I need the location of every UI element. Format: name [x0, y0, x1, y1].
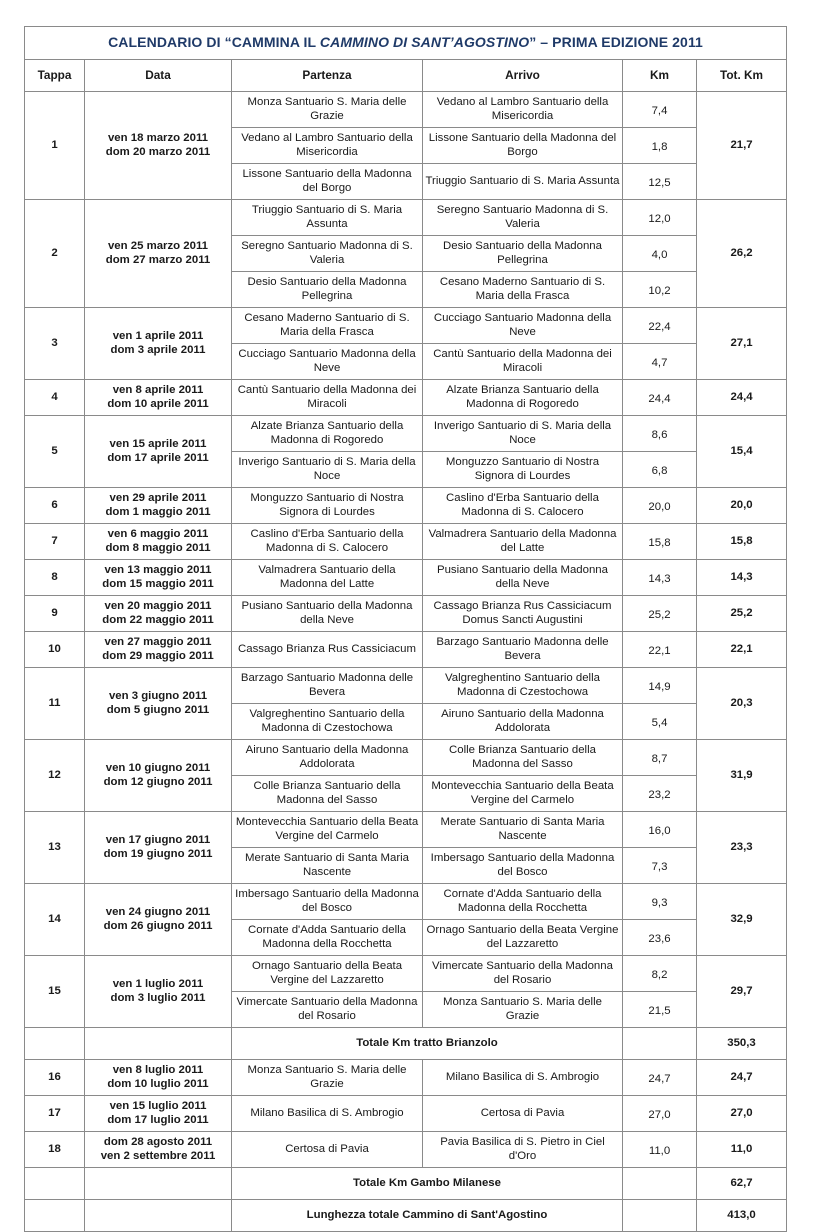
table-row: [25, 308, 787, 344]
stage-date: ven 3 giugno 2011 dom 5 giugno 2011: [85, 668, 232, 740]
segment-to: Vedano al Lambro Santuario della Misericordia: [423, 92, 623, 128]
stage-total-km: 29,7: [697, 956, 787, 1028]
table-row: [25, 956, 787, 992]
stage-total-km: 20,0: [697, 488, 787, 524]
segment-km: 15,8: [623, 524, 697, 560]
stage-number: 5: [25, 416, 85, 488]
summary-km-empty: [623, 1168, 697, 1200]
table-row: [25, 740, 787, 776]
calendar-page: [24, 26, 786, 1232]
segment-to: Cucciago Santuario Madonna della Neve: [423, 308, 623, 344]
segment-km: 10,2: [623, 272, 697, 308]
segment-km: 25,2: [623, 596, 697, 632]
stage-number: 14: [25, 884, 85, 956]
segment-km: 7,4: [623, 92, 697, 128]
summary-total: 350,3: [697, 1028, 787, 1060]
segment-from: Cassago Brianza Rus Cassiciacum: [232, 632, 423, 668]
segment-km: 9,3: [623, 884, 697, 920]
segment-to: Montevecchia Santuario della Beata Vergine del Carmelo: [423, 776, 623, 812]
segment-km: 20,0: [623, 488, 697, 524]
segment-to: Lissone Santuario della Madonna del Borgo: [423, 128, 623, 164]
segment-to: Colle Brianza Santuario della Madonna del Sasso: [423, 740, 623, 776]
stage-date: ven 6 maggio 2011 dom 8 maggio 2011: [85, 524, 232, 560]
segment-km: 1,8: [623, 128, 697, 164]
stage-total-km: 15,8: [697, 524, 787, 560]
summary-km-empty: [623, 1200, 697, 1232]
segment-km: 21,5: [623, 992, 697, 1028]
segment-to: Inverigo Santuario di S. Maria della Noce: [423, 416, 623, 452]
segment-from: Triuggio Santuario di S. Maria Assunta: [232, 200, 423, 236]
table-row: [25, 200, 787, 236]
segment-from: Caslino d'Erba Santuario della Madonna di S. Calocero: [232, 524, 423, 560]
segment-from: Alzate Brianza Santuario della Madonna di Rogoredo: [232, 416, 423, 452]
segment-km: 4,0: [623, 236, 697, 272]
segment-to: Imbersago Santuario della Madonna del Bosco: [423, 848, 623, 884]
header-km: Km: [623, 60, 697, 92]
stage-number: 13: [25, 812, 85, 884]
segment-to: Pavia Basilica di S. Pietro in Ciel d'Oro: [423, 1132, 623, 1168]
stage-date: ven 29 aprile 2011 dom 1 maggio 2011: [85, 488, 232, 524]
segment-to: Seregno Santuario Madonna di S. Valeria: [423, 200, 623, 236]
segment-from: Vedano al Lambro Santuario della Misericordia: [232, 128, 423, 164]
table-row: [25, 524, 787, 560]
stage-total-km: 14,3: [697, 560, 787, 596]
segment-km: 22,4: [623, 308, 697, 344]
stage-number: 9: [25, 596, 85, 632]
summary-row: [25, 1028, 787, 1060]
stage-total-km: 24,4: [697, 380, 787, 416]
segment-to: Cassago Brianza Rus Cassiciacum Domus Sancti Augustini: [423, 596, 623, 632]
stage-total-km: 26,2: [697, 200, 787, 308]
summary-label: Totale Km Gambo Milanese: [232, 1168, 623, 1200]
segment-from: Pusiano Santuario della Madonna della Neve: [232, 596, 423, 632]
stage-number: 12: [25, 740, 85, 812]
segment-from: Inverigo Santuario di S. Maria della Noce: [232, 452, 423, 488]
segment-km: 4,7: [623, 344, 697, 380]
table-row: [25, 560, 787, 596]
segment-to: Valgreghentino Santuario della Madonna di Czestochowa: [423, 668, 623, 704]
segment-from: Seregno Santuario Madonna di S. Valeria: [232, 236, 423, 272]
stage-date: ven 13 maggio 2011 dom 15 maggio 2011: [85, 560, 232, 596]
segment-from: Airuno Santuario della Madonna Addolorata: [232, 740, 423, 776]
stage-number: 10: [25, 632, 85, 668]
calendar-body: [25, 92, 787, 1232]
segment-to: Milano Basilica di S. Ambrogio: [423, 1060, 623, 1096]
stage-number: 16: [25, 1060, 85, 1096]
stage-total-km: 24,7: [697, 1060, 787, 1096]
segment-km: 7,3: [623, 848, 697, 884]
stage-total-km: 22,1: [697, 632, 787, 668]
segment-from: Valmadrera Santuario della Madonna del Latte: [232, 560, 423, 596]
segment-from: Valgreghentino Santuario della Madonna di Czestochowa: [232, 704, 423, 740]
stage-total-km: 31,9: [697, 740, 787, 812]
stage-total-km: 21,7: [697, 92, 787, 200]
segment-from: Cesano Maderno Santuario di S. Maria della Frasca: [232, 308, 423, 344]
table-row: [25, 488, 787, 524]
stage-number: 15: [25, 956, 85, 1028]
stage-number: 18: [25, 1132, 85, 1168]
segment-to: Vimercate Santuario della Madonna del Rosario: [423, 956, 623, 992]
segment-km: 23,2: [623, 776, 697, 812]
table-title: CALENDARIO DI “CAMMINA IL CAMMINO DI SANT’AGOSTINO” – PRIMA EDIZIONE 2011: [25, 27, 787, 60]
segment-to: Airuno Santuario della Madonna Addolorata: [423, 704, 623, 740]
summary-row: [25, 1200, 787, 1232]
segment-to: Cornate d'Adda Santuario della Madonna della Rocchetta: [423, 884, 623, 920]
segment-to: Cesano Maderno Santuario di S. Maria della Frasca: [423, 272, 623, 308]
stage-total-km: 23,3: [697, 812, 787, 884]
segment-from: Cornate d'Adda Santuario della Madonna della Rocchetta: [232, 920, 423, 956]
stage-number: 11: [25, 668, 85, 740]
stage-number: 3: [25, 308, 85, 380]
stage-number: 2: [25, 200, 85, 308]
segment-to: Triuggio Santuario di S. Maria Assunta: [423, 164, 623, 200]
stage-total-km: 20,3: [697, 668, 787, 740]
stage-date: ven 24 giugno 2011 dom 26 giugno 2011: [85, 884, 232, 956]
summary-km-empty: [623, 1028, 697, 1060]
segment-from: Barzago Santuario Madonna delle Bevera: [232, 668, 423, 704]
stage-number: 4: [25, 380, 85, 416]
stage-date: ven 10 giugno 2011 dom 12 giugno 2011: [85, 740, 232, 812]
stage-date: ven 15 luglio 2011 dom 17 luglio 2011: [85, 1096, 232, 1132]
segment-km: 22,1: [623, 632, 697, 668]
stage-date: ven 17 giugno 2011 dom 19 giugno 2011: [85, 812, 232, 884]
stage-number: 6: [25, 488, 85, 524]
stage-date: ven 27 maggio 2011 dom 29 maggio 2011: [85, 632, 232, 668]
table-row: [25, 884, 787, 920]
segment-to: Desio Santuario della Madonna Pellegrina: [423, 236, 623, 272]
header-arrivo: Arrivo: [423, 60, 623, 92]
segment-km: 12,0: [623, 200, 697, 236]
stage-date: ven 1 aprile 2011 dom 3 aprile 2011: [85, 308, 232, 380]
segment-from: Monza Santuario S. Maria delle Grazie: [232, 92, 423, 128]
segment-from: Monza Santuario S. Maria delle Grazie: [232, 1060, 423, 1096]
header-tappa: Tappa: [25, 60, 85, 92]
segment-from: Monguzzo Santuario di Nostra Signora di Lourdes: [232, 488, 423, 524]
stage-total-km: 25,2: [697, 596, 787, 632]
stage-total-km: 32,9: [697, 884, 787, 956]
stage-date: ven 18 marzo 2011 dom 20 marzo 2011: [85, 92, 232, 200]
summary-data-empty: [85, 1168, 232, 1200]
summary-total: 413,0: [697, 1200, 787, 1232]
summary-row: [25, 1168, 787, 1200]
stage-date: ven 1 luglio 2011 dom 3 luglio 2011: [85, 956, 232, 1028]
segment-km: 24,7: [623, 1060, 697, 1096]
stage-number: 8: [25, 560, 85, 596]
summary-tappa-empty: [25, 1168, 85, 1200]
segment-from: Desio Santuario della Madonna Pellegrina: [232, 272, 423, 308]
table-row: [25, 92, 787, 128]
header-data: Data: [85, 60, 232, 92]
segment-km: 8,7: [623, 740, 697, 776]
segment-km: 6,8: [623, 452, 697, 488]
segment-from: Montevecchia Santuario della Beata Vergine del Carmelo: [232, 812, 423, 848]
stage-date: dom 28 agosto 2011 ven 2 settembre 2011: [85, 1132, 232, 1168]
segment-to: Pusiano Santuario della Madonna della Neve: [423, 560, 623, 596]
stage-total-km: 27,1: [697, 308, 787, 380]
segment-from: Cucciago Santuario Madonna della Neve: [232, 344, 423, 380]
segment-to: Alzate Brianza Santuario della Madonna di Rogoredo: [423, 380, 623, 416]
stage-total-km: 11,0: [697, 1132, 787, 1168]
header-tot-km: Tot. Km: [697, 60, 787, 92]
segment-to: Certosa di Pavia: [423, 1096, 623, 1132]
stage-date: ven 25 marzo 2011 dom 27 marzo 2011: [85, 200, 232, 308]
segment-to: Caslino d'Erba Santuario della Madonna di S. Calocero: [423, 488, 623, 524]
segment-km: 14,3: [623, 560, 697, 596]
segment-km: 8,2: [623, 956, 697, 992]
segment-from: Cantù Santuario della Madonna dei Miracoli: [232, 380, 423, 416]
segment-from: Colle Brianza Santuario della Madonna del Sasso: [232, 776, 423, 812]
table-row: [25, 596, 787, 632]
segment-to: Valmadrera Santuario della Madonna del Latte: [423, 524, 623, 560]
stage-date: ven 8 luglio 2011 dom 10 luglio 2011: [85, 1060, 232, 1096]
summary-tappa-empty: [25, 1200, 85, 1232]
segment-from: Ornago Santuario della Beata Vergine del Lazzaretto: [232, 956, 423, 992]
table-row: [25, 1060, 787, 1096]
summary-data-empty: [85, 1200, 232, 1232]
summary-label: Totale Km tratto Brianzolo: [232, 1028, 623, 1060]
segment-km: 11,0: [623, 1132, 697, 1168]
stage-number: 7: [25, 524, 85, 560]
stage-date: ven 15 aprile 2011 dom 17 aprile 2011: [85, 416, 232, 488]
summary-total: 62,7: [697, 1168, 787, 1200]
stage-date: ven 20 maggio 2011 dom 22 maggio 2011: [85, 596, 232, 632]
header-partenza: Partenza: [232, 60, 423, 92]
segment-to: Monguzzo Santuario di Nostra Signora di Lourdes: [423, 452, 623, 488]
calendar-table: [24, 26, 787, 1232]
segment-to: Ornago Santuario della Beata Vergine del Lazzaretto: [423, 920, 623, 956]
segment-to: Monza Santuario S. Maria delle Grazie: [423, 992, 623, 1028]
segment-km: 12,5: [623, 164, 697, 200]
table-row: [25, 416, 787, 452]
segment-from: Merate Santuario di Santa Maria Nascente: [232, 848, 423, 884]
segment-to: Merate Santuario di Santa Maria Nascente: [423, 812, 623, 848]
stage-number: 17: [25, 1096, 85, 1132]
stage-number: 1: [25, 92, 85, 200]
summary-tappa-empty: [25, 1028, 85, 1060]
segment-km: 24,4: [623, 380, 697, 416]
segment-from: Milano Basilica di S. Ambrogio: [232, 1096, 423, 1132]
summary-label: Lunghezza totale Cammino di Sant'Agostino: [232, 1200, 623, 1232]
segment-from: Imbersago Santuario della Madonna del Bosco: [232, 884, 423, 920]
segment-km: 23,6: [623, 920, 697, 956]
segment-to: Barzago Santuario Madonna delle Bevera: [423, 632, 623, 668]
summary-data-empty: [85, 1028, 232, 1060]
segment-km: 8,6: [623, 416, 697, 452]
segment-km: 5,4: [623, 704, 697, 740]
segment-km: 27,0: [623, 1096, 697, 1132]
table-row: [25, 380, 787, 416]
segment-from: Lissone Santuario della Madonna del Borgo: [232, 164, 423, 200]
stage-date: ven 8 aprile 2011 dom 10 aprile 2011: [85, 380, 232, 416]
segment-km: 16,0: [623, 812, 697, 848]
stage-total-km: 15,4: [697, 416, 787, 488]
segment-from: Certosa di Pavia: [232, 1132, 423, 1168]
segment-to: Cantù Santuario della Madonna dei Miracoli: [423, 344, 623, 380]
table-row: [25, 1096, 787, 1132]
segment-from: Vimercate Santuario della Madonna del Rosario: [232, 992, 423, 1028]
table-row: [25, 1132, 787, 1168]
table-row: [25, 812, 787, 848]
table-row: [25, 668, 787, 704]
stage-total-km: 27,0: [697, 1096, 787, 1132]
segment-km: 14,9: [623, 668, 697, 704]
table-row: [25, 632, 787, 668]
